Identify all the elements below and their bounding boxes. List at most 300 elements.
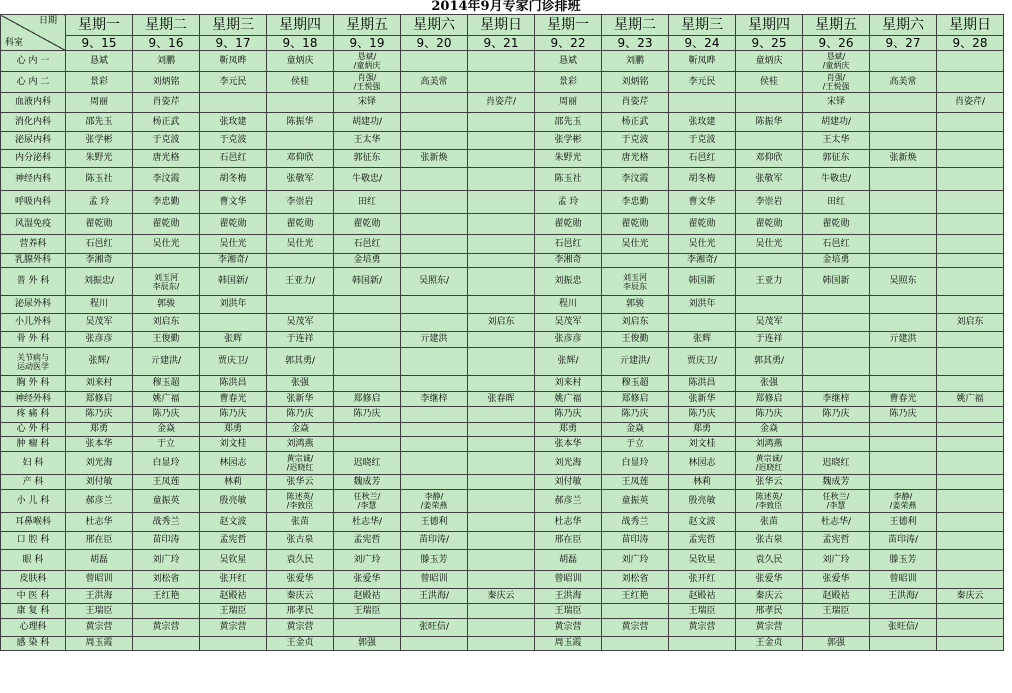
doctor-cell: [267, 296, 334, 314]
doctor-cell: 翟乾勋: [267, 214, 334, 235]
doctor-cell: [468, 150, 535, 168]
doctor-cell: 吴钦星: [669, 550, 736, 571]
doctor-cell: [937, 113, 1004, 132]
doctor-cell: 贾庆卫/: [200, 348, 267, 376]
doctor-cell: 吴茂军: [66, 314, 133, 332]
doctor-cell: 陈洪昌: [669, 376, 736, 392]
department-cell: 胸 外 科: [1, 376, 66, 392]
doctor-cell: 邓仰欣: [736, 150, 803, 168]
doctor-cell: 李崇岩: [736, 191, 803, 214]
doctor-cell: [468, 72, 535, 93]
date-header: 9、19: [334, 36, 401, 51]
doctor-cell: [937, 513, 1004, 532]
doctor-cell: 金焱: [267, 423, 334, 437]
doctor-cell: 孟 玲: [66, 191, 133, 214]
doctor-cell: 黄宗营: [267, 619, 334, 637]
doctor-cell: 张旺信/: [401, 619, 468, 637]
doctor-cell: [937, 214, 1004, 235]
doctor-cell: 李湘奇/: [669, 254, 736, 268]
cell-line: /姜荣燕: [420, 501, 448, 510]
doctor-cell: 翟乾勋: [736, 214, 803, 235]
doctor-cell: 陈乃庆: [200, 407, 267, 423]
doctor-cell: 王瑞臣: [535, 604, 602, 619]
cell-line: /姜荣燕: [889, 501, 917, 510]
doctor-cell: [468, 296, 535, 314]
doctor-cell: [468, 475, 535, 490]
doctor-cell: [468, 550, 535, 571]
date-header: 9、18: [267, 36, 334, 51]
department-cell: 呼吸内科: [1, 191, 66, 214]
doctor-cell: [937, 376, 1004, 392]
doctor-cell: 郑勇: [669, 423, 736, 437]
doctor-cell: [937, 72, 1004, 93]
doctor-cell: 曹文华: [669, 191, 736, 214]
doctor-cell: [468, 168, 535, 191]
doctor-cell: [401, 235, 468, 254]
department-cell: 耳鼻喉科: [1, 513, 66, 532]
doctor-cell: 石邑红: [200, 150, 267, 168]
doctor-cell: 张玫建: [200, 113, 267, 132]
doctor-cell: [937, 254, 1004, 268]
department-cell: 感 染 科: [1, 637, 66, 651]
doctor-cell: 郭其勇/: [267, 348, 334, 376]
doctor-cell: 朱野光: [66, 150, 133, 168]
date-header: 9、23: [602, 36, 669, 51]
doctor-cell: [937, 571, 1004, 589]
doctor-cell: 张强: [736, 376, 803, 392]
doctor-cell: [401, 423, 468, 437]
doctor-cell: [937, 475, 1004, 490]
doctor-cell: 亓建洪/: [602, 348, 669, 376]
doctor-cell: 王凤莲: [133, 475, 200, 490]
schedule-row: [1, 532, 1004, 550]
doctor-cell: [468, 604, 535, 619]
schedule-row: [1, 571, 1004, 589]
header-corner: [1, 15, 66, 51]
doctor-cell: 郑修启: [602, 392, 669, 407]
doctor-cell: [937, 348, 1004, 376]
doctor-cell: 张华云: [736, 475, 803, 490]
cell-line: 李静/: [424, 492, 444, 501]
doctor-cell: 张苗: [736, 513, 803, 532]
doctor-cell: 姚广福: [133, 392, 200, 407]
doctor-cell: [937, 51, 1004, 72]
doctor-cell: 周玉霞: [535, 637, 602, 651]
schedule-row: [1, 51, 1004, 72]
doctor-cell: [334, 296, 401, 314]
doctor-cell: 赵文波: [200, 513, 267, 532]
doctor-cell: 石邑红: [535, 235, 602, 254]
doctor-cell: 童振英: [133, 490, 200, 513]
department-cell: 消化内科: [1, 113, 66, 132]
doctor-cell: 王洪海: [535, 589, 602, 604]
doctor-cell: 程川: [535, 296, 602, 314]
doctor-cell: 刘文桂: [669, 437, 736, 452]
doctor-cell: [200, 314, 267, 332]
doctor-cell: [401, 452, 468, 475]
doctor-cell: 吴仕光: [133, 235, 200, 254]
doctor-cell: 陈玉社: [66, 168, 133, 191]
doctor-cell: 魏成芳: [334, 475, 401, 490]
doctor-cell: [200, 93, 267, 113]
department-cell: 心 外 科: [1, 423, 66, 437]
doctor-cell: [401, 113, 468, 132]
doctor-cell: 郭征东: [334, 150, 401, 168]
doctor-cell: [669, 637, 736, 651]
doctor-cell: [401, 296, 468, 314]
doctor-cell: [803, 423, 870, 437]
doctor-cell: 郭骏: [602, 296, 669, 314]
doctor-cell: 胡磊: [535, 550, 602, 571]
cell-line: /迟晓红: [286, 463, 314, 472]
doctor-cell: 王红艳: [602, 589, 669, 604]
doctor-cell: 宋铎: [334, 93, 401, 113]
doctor-cell: 张彦彦: [535, 332, 602, 348]
doctor-cell: 李汶霞: [602, 168, 669, 191]
doctor-cell: 吴照东/: [401, 268, 468, 296]
schedule-row: [1, 589, 1004, 604]
doctor-cell: 穆玉超: [602, 376, 669, 392]
department-cell: 小儿外科: [1, 314, 66, 332]
doctor-cell: 刘文桂: [200, 437, 267, 452]
doctor-cell: [468, 191, 535, 214]
doctor-cell: 于连祥: [736, 332, 803, 348]
doctor-cell: [334, 423, 401, 437]
cell-line: 任秋兰/: [822, 492, 850, 501]
doctor-cell: 苗印涛: [133, 532, 200, 550]
doctor-cell: 张古泉: [267, 532, 334, 550]
doctor-cell: 魏成芳: [803, 475, 870, 490]
day-name-header: 星期日: [937, 15, 1004, 36]
doctor-cell: [937, 168, 1004, 191]
day-name-header: 星期六: [401, 15, 468, 36]
doctor-cell: 白显玲: [133, 452, 200, 475]
cell-line: 运动医学: [17, 361, 49, 371]
doctor-cell: 张爱华: [803, 571, 870, 589]
doctor-cell: 郑修启: [334, 392, 401, 407]
doctor-cell: 金焱: [736, 423, 803, 437]
doctor-cell: 肖姿芹/: [937, 93, 1004, 113]
schedule-row: [1, 132, 1004, 150]
doctor-cell: 周玉霞: [66, 637, 133, 651]
doctor-cell: 苗印涛: [602, 532, 669, 550]
doctor-cell: [937, 532, 1004, 550]
doctor-cell: [870, 132, 937, 150]
doctor-cell: 李忠勤: [602, 191, 669, 214]
doctor-cell: 翟乾勋: [66, 214, 133, 235]
day-name-header: 星期一: [66, 15, 133, 36]
doctor-cell: 刘光海: [535, 452, 602, 475]
doctor-cell: 陈洪昌: [200, 376, 267, 392]
doctor-cell: 王洪海: [66, 589, 133, 604]
doctor-cell: [870, 191, 937, 214]
doctor-cell: 张爱华: [736, 571, 803, 589]
doctor-cell: 胡建功/: [334, 113, 401, 132]
cell-line: 恳斌/: [357, 52, 377, 61]
cell-line: 李辰东: [623, 281, 647, 291]
doctor-cell: 刘启东: [937, 314, 1004, 332]
doctor-cell: 于克波: [602, 132, 669, 150]
doctor-cell: 袁久民: [267, 550, 334, 571]
department-cell: 神经外科: [1, 392, 66, 407]
doctor-cell: [870, 604, 937, 619]
cell-line: /王悦强: [822, 82, 850, 91]
doctor-cell: [870, 113, 937, 132]
doctor-cell: 胡冬梅: [200, 168, 267, 191]
doctor-cell: [401, 93, 468, 113]
doctor-cell: 迟晓红: [334, 452, 401, 475]
doctor-cell: 杜志华: [66, 513, 133, 532]
doctor-cell: 杜志华/: [334, 513, 401, 532]
doctor-cell: 金焱: [133, 423, 200, 437]
cell-line: 任秋兰/: [353, 492, 381, 501]
doctor-cell: 景彩: [535, 72, 602, 93]
doctor-cell: 于克波: [669, 132, 736, 150]
doctor-cell: [468, 332, 535, 348]
doctor-cell: [468, 376, 535, 392]
doctor-cell: 张开红: [669, 571, 736, 589]
doctor-cell: [468, 132, 535, 150]
doctor-cell: [937, 296, 1004, 314]
doctor-cell: 曾昭训: [870, 571, 937, 589]
doctor-cell: [401, 407, 468, 423]
corner-dept-label: 科室: [5, 38, 24, 48]
doctor-cell: [468, 452, 535, 475]
doctor-cell: 周丽: [535, 93, 602, 113]
doctor-cell: 亓建洪: [870, 332, 937, 348]
doctor-cell: 张新焕: [401, 150, 468, 168]
doctor-cell: 王洪海/: [401, 589, 468, 604]
doctor-cell: [736, 132, 803, 150]
doctor-cell: 邵先玉: [535, 113, 602, 132]
doctor-cell: 曾昭训: [401, 571, 468, 589]
doctor-cell: [468, 513, 535, 532]
doctor-cell: 苗印涛/: [401, 532, 468, 550]
doctor-cell: 李继梓: [803, 392, 870, 407]
doctor-cell: 黄宗营: [535, 619, 602, 637]
cell-line: 黄宗诚/: [755, 454, 783, 463]
schedule-row: [1, 150, 1004, 168]
doctor-cell: 刘振忠: [535, 268, 602, 296]
doctor-cell: [937, 235, 1004, 254]
day-name-header: 星期一: [535, 15, 602, 36]
day-name-header: 星期五: [334, 15, 401, 36]
day-name-header: 星期日: [468, 15, 535, 36]
department-cell: 泌尿外科: [1, 296, 66, 314]
doctor-cell: [937, 637, 1004, 651]
doctor-cell: 张新华: [669, 392, 736, 407]
doctor-cell: 于连祥: [267, 332, 334, 348]
doctor-cell: [468, 348, 535, 376]
cell-line: /李致臣: [286, 501, 314, 510]
schedule-row: [1, 314, 1004, 332]
header-row-dates: [1, 36, 1004, 51]
date-header: 9、15: [66, 36, 133, 51]
department-cell: 营养科: [1, 235, 66, 254]
doctor-cell: [870, 51, 937, 72]
doctor-cell: [267, 132, 334, 150]
doctor-cell: 孟宪哲: [669, 532, 736, 550]
doctor-cell: [803, 296, 870, 314]
department-cell: 普 外 科: [1, 268, 66, 296]
doctor-cell: 陈乃庆: [602, 407, 669, 423]
doctor-cell: 滕玉芳: [401, 550, 468, 571]
doctor-cell: [870, 490, 937, 513]
doctor-cell: [401, 490, 468, 513]
doctor-cell: 李湘奇: [66, 254, 133, 268]
doctor-cell: 林园志: [669, 452, 736, 475]
doctor-cell: [937, 332, 1004, 348]
doctor-cell: [669, 93, 736, 113]
doctor-cell: [401, 314, 468, 332]
cell-line: 黄宗诚/: [286, 454, 314, 463]
day-name-header: 星期二: [602, 15, 669, 36]
schedule-row: [1, 113, 1004, 132]
schedule-row: [1, 168, 1004, 191]
schedule-row: [1, 348, 1004, 376]
doctor-cell: 童振英: [602, 490, 669, 513]
doctor-cell: 滕玉芳: [870, 550, 937, 571]
doctor-cell: 翟乾勋: [669, 214, 736, 235]
doctor-cell: 邵先玉: [66, 113, 133, 132]
doctor-cell: 赵殿祜: [200, 589, 267, 604]
schedule-row: [1, 490, 1004, 513]
schedule-row: [1, 296, 1004, 314]
doctor-cell: 王瑞臣: [200, 604, 267, 619]
doctor-cell: [468, 51, 535, 72]
doctor-cell: 战秀兰: [602, 513, 669, 532]
doctor-cell: 程川: [66, 296, 133, 314]
department-cell: [1, 348, 66, 376]
date-header: 9、20: [401, 36, 468, 51]
schedule-grid: [0, 14, 1004, 651]
doctor-cell: [736, 254, 803, 268]
date-header: 9、17: [200, 36, 267, 51]
doctor-cell: 翟乾勋: [200, 214, 267, 235]
doctor-cell: 郭强: [334, 637, 401, 651]
doctor-cell: 殷亮敏: [200, 490, 267, 513]
department-cell: 产 科: [1, 475, 66, 490]
doctor-cell: 孟宪哲: [803, 532, 870, 550]
doctor-cell: 高美常: [401, 72, 468, 93]
doctor-cell: [602, 637, 669, 651]
doctor-cell: 曾昭训: [66, 571, 133, 589]
doctor-cell: [870, 168, 937, 191]
schedule-row: [1, 619, 1004, 637]
doctor-cell: 刘付敏: [535, 475, 602, 490]
department-cell: 乳腺外科: [1, 254, 66, 268]
doctor-cell: [468, 254, 535, 268]
schedule-row: [1, 513, 1004, 532]
doctor-cell: [468, 532, 535, 550]
doctor-cell: 赵文波: [669, 513, 736, 532]
doctor-cell: 黄宗营: [200, 619, 267, 637]
doctor-cell: [468, 268, 535, 296]
doctor-cell: [937, 268, 1004, 296]
doctor-cell: 李元民: [669, 72, 736, 93]
doctor-cell: 朱野光: [535, 150, 602, 168]
cell-line: 李辰东/: [152, 281, 180, 291]
department-cell: 眼 科: [1, 550, 66, 571]
doctor-cell: 刘松省: [133, 571, 200, 589]
doctor-cell: 王洪海/: [870, 589, 937, 604]
doctor-cell: 姚广福: [535, 392, 602, 407]
date-header: 9、22: [535, 36, 602, 51]
doctor-cell: 刘炳铭: [133, 72, 200, 93]
doctor-cell: [267, 254, 334, 268]
department-cell: 泌尿内科: [1, 132, 66, 150]
doctor-cell: 张学彬: [535, 132, 602, 150]
doctor-cell: 亓建洪: [401, 332, 468, 348]
day-name-header: 星期四: [736, 15, 803, 36]
schedule-table: [0, 14, 1004, 651]
doctor-cell: 田红: [803, 191, 870, 214]
department-cell: 内分泌科: [1, 150, 66, 168]
doctor-cell: 穆玉超: [133, 376, 200, 392]
doctor-cell: 王德利: [870, 513, 937, 532]
department-cell: 血液内科: [1, 93, 66, 113]
doctor-cell: 陈乃庆: [133, 407, 200, 423]
doctor-cell: 张本华: [535, 437, 602, 452]
doctor-cell: 王金贞: [267, 637, 334, 651]
doctor-cell: 战秀兰: [133, 513, 200, 532]
doctor-cell: 黄宗营: [133, 619, 200, 637]
date-header: 9、27: [870, 36, 937, 51]
cell-line: 刘玉河: [154, 272, 178, 282]
doctor-cell: [468, 214, 535, 235]
doctor-cell: 王德利: [401, 513, 468, 532]
doctor-cell: 贾庆卫/: [669, 348, 736, 376]
department-cell: 皮肤科: [1, 571, 66, 589]
doctor-cell: 刘广玲: [803, 550, 870, 571]
doctor-cell: [803, 72, 870, 93]
doctor-cell: 曹春光: [200, 392, 267, 407]
department-cell: 神经内科: [1, 168, 66, 191]
schedule-row: [1, 332, 1004, 348]
doctor-cell: [468, 437, 535, 452]
doctor-cell: 李忠勤: [133, 191, 200, 214]
doctor-cell: 李崇岩: [267, 191, 334, 214]
schedule-row: [1, 423, 1004, 437]
doctor-cell: 吴照东: [870, 268, 937, 296]
doctor-cell: 陈乃庆: [334, 407, 401, 423]
schedule-row: [1, 268, 1004, 296]
doctor-cell: [401, 348, 468, 376]
doctor-cell: 牛敬忠/: [334, 168, 401, 191]
doctor-cell: [468, 113, 535, 132]
doctor-cell: [334, 72, 401, 93]
doctor-cell: 赵殿祜: [803, 589, 870, 604]
department-cell: 风湿免疫: [1, 214, 66, 235]
doctor-cell: 刘启东: [133, 314, 200, 332]
doctor-cell: 曾昭训: [535, 571, 602, 589]
doctor-cell: 刘广玲: [133, 550, 200, 571]
doctor-cell: [401, 437, 468, 452]
doctor-cell: 杜志华/: [803, 513, 870, 532]
doctor-cell: 李湘奇/: [200, 254, 267, 268]
doctor-cell: 唐光格: [602, 150, 669, 168]
doctor-cell: 张辉/: [535, 348, 602, 376]
doctor-cell: 吴仕光: [602, 235, 669, 254]
doctor-cell: [870, 348, 937, 376]
department-cell: 心 内 一: [1, 51, 66, 72]
doctor-cell: 殷亮敏: [669, 490, 736, 513]
doctor-cell: 郑勇: [535, 423, 602, 437]
doctor-cell: 于立: [602, 437, 669, 452]
schedule-row: [1, 437, 1004, 452]
doctor-cell: 杜志华: [535, 513, 602, 532]
doctor-cell: [937, 550, 1004, 571]
